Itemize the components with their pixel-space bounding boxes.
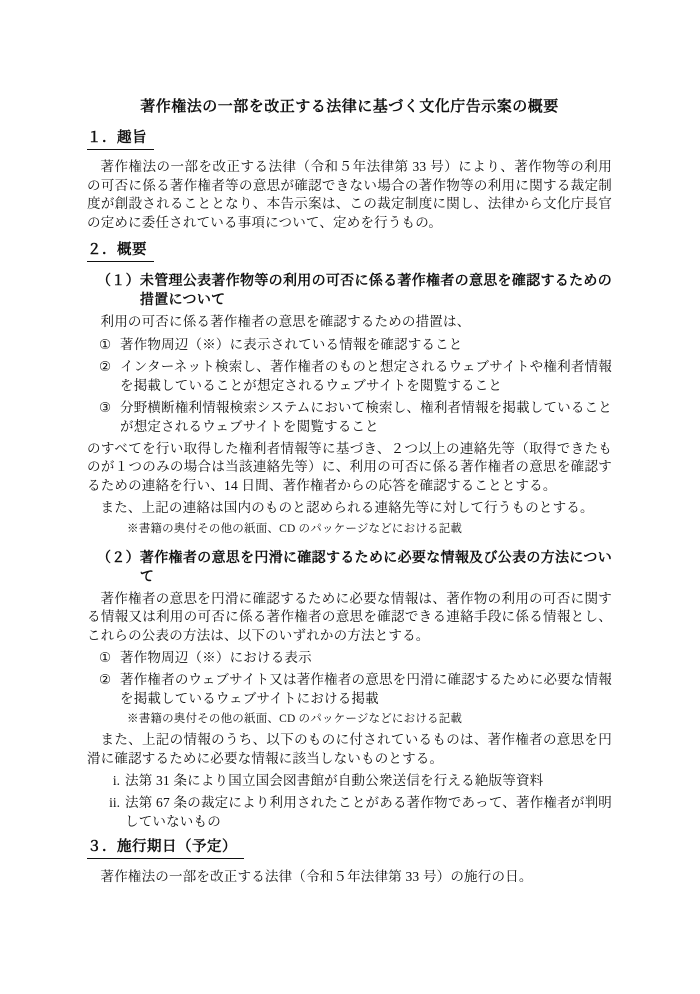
subsection-1-heading-text: 未管理公表著作物等の利用の可否に係る著作権者の意思を確認するための措置について <box>139 272 612 307</box>
subsection-1-paragraph-2: また、上記の連絡は国内のものと認められる連絡先等に対して行うものとする。 <box>100 500 594 515</box>
section-3-body: 著作権法の一部を改正する法律（令和５年法律第 33 号）の施行の日。 <box>100 869 533 884</box>
circle-3-text: 分野横断権利情報検索システムにおいて検索し、権利者情報を掲載していることが想定されるウェブサイトを閲覧すること <box>120 399 612 434</box>
section-2-heading-text: ２．概要 <box>87 241 154 262</box>
section-1-heading <box>87 129 612 150</box>
circle-5-marker: ② <box>99 672 112 687</box>
subsection-2-heading-text: 著作権者の意思を円滑に確認するために必要な情報及び公表の方法について <box>139 548 612 584</box>
list-item-circle-1 <box>99 335 612 354</box>
circle-5-text: 著作権者のウェブサイト又は著作権者の意思を円滑に確認するために必要な情報を掲載しているウェブサイトにおける掲載 <box>120 672 612 706</box>
subsection-1-note: ※書籍の奥付その他の紙面、CD のパッケージなどにおける記載 <box>127 522 463 535</box>
list-item-circle-4 <box>99 648 612 667</box>
roman-1-text: 法第 31 条により国立国会図書館が自動公衆送信を行える絶版等資料 <box>125 773 544 788</box>
subsection-2-note: ※書籍の奥付その他の紙面、CD のパッケージなどにおける記載 <box>127 713 463 725</box>
subsection-1-heading <box>97 271 612 309</box>
subsection-1-paragraph-1: のすべてを行い取得した権利者情報等に基づき、２つ以上の連絡先等（取得できたものが１つのみの場合は当該連絡先等）に、利用の可否に係る著作権者の意思を確認するための連絡を行い、14 日間、著作権者からの応答を確認することとする。 <box>87 440 612 493</box>
section-3-heading <box>87 838 612 859</box>
subsection-1-intro: 利用の可否に係る著作権者の意思を確認するための措置は、 <box>100 314 471 329</box>
subsection-2-number: （２） <box>97 548 140 565</box>
circle-3-marker: ③ <box>99 399 112 415</box>
section-2-heading <box>87 241 612 262</box>
section-3-heading-text: ３．施行期日（予定） <box>87 838 244 859</box>
section-1-body: 著作権法の一部を改正する法律（令和５年法律第 33 号）により、著作物等の利用の可否に係る著作権者等の意思が確認できない場合の著作物等の利用に関する裁定制度が創設されることとなり、本告示案は、この裁定制度に関し、法律から文化庁長官の定めに委任されている事項について、定めを行うもの。 <box>87 159 612 230</box>
circle-1-text: 著作物周辺（※）に表示されている情報を確認すること <box>120 336 463 352</box>
section-1-heading-text: １．趣旨 <box>87 129 154 150</box>
subsection-1-number: （１） <box>97 272 140 288</box>
list-item-roman-1 <box>101 771 612 790</box>
circle-4-text: 著作物周辺（※）における表示 <box>120 650 312 665</box>
list-item-circle-5 <box>99 670 612 708</box>
page-title: 著作権法の一部を改正する法律に基づく文化庁告示案の概要 <box>140 98 559 115</box>
list-item-circle-2 <box>99 357 612 395</box>
list-item-roman-2 <box>101 793 612 831</box>
roman-2-marker: ii. <box>109 795 120 810</box>
roman-1-marker: i. <box>112 773 120 788</box>
subsection-2-paragraph-1: また、上記の情報のうち、以下のものに付されているものは、著作権者の意思を円滑に確認するために必要な情報に該当しないものとする。 <box>87 732 612 766</box>
subsection-2-intro: 著作権者の意思を円滑に確認するために必要な情報は、著作物の利用の可否に関する情報又は利用の可否に係る著作権者の意思を確認できる連絡手段に係る情報とし、これらの公表の方法は、以下のいずれかの方法とする。 <box>87 590 612 643</box>
list-item-circle-3 <box>99 398 612 436</box>
subsection-2-heading <box>97 548 612 586</box>
circle-2-text: インターネット検索し、著作権者のものと想定されるウェブサイトや権利者情報を掲載していることが想定されるウェブサイトを閲覧すること <box>120 358 612 393</box>
roman-2-text: 法第 67 条の裁定により利用されたことがある著作物であって、著作権者が判明していないもの <box>125 795 612 829</box>
circle-1-marker: ① <box>99 336 112 352</box>
circle-2-marker: ② <box>99 358 112 374</box>
circle-4-marker: ① <box>99 650 112 665</box>
